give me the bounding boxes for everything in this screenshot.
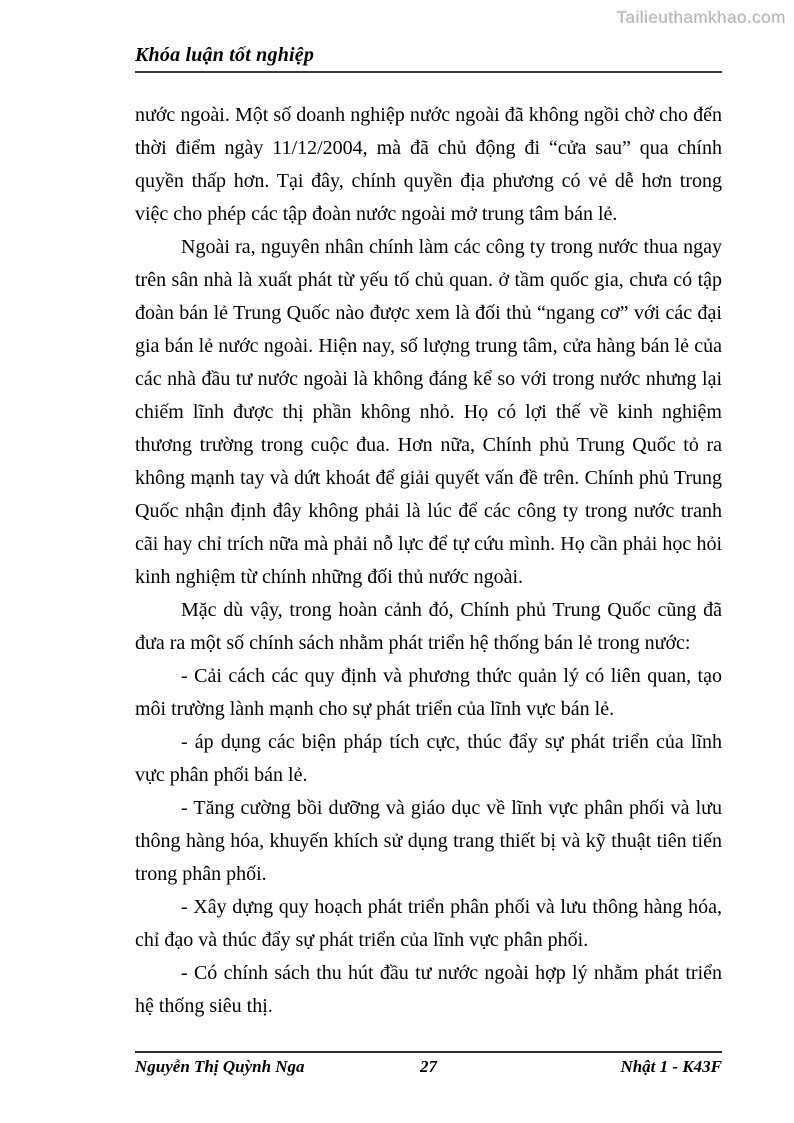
document-body	[135, 99, 722, 1023]
list-item-paragraph: - áp dụng các biện pháp tích cực, thúc đẩy sự phát triển của lĩnh vực phân phối bán lẻ.	[135, 731, 722, 786]
header-title: Khóa luận tốt nghiệp	[135, 44, 315, 66]
paragraph: nước ngoài. Một số doanh nghiệp nước ngoài đã không ngồi chờ cho đến thời điểm ngày 11/12/2004, mà đã chủ động đi “cửa sau” qua chính quyền thấp hơn. Tại đây, chính quyền địa phương có vẻ dễ hơn trong việc cho phép các tập đoàn nước ngoài mở trung tâm bán lẻ.	[135, 104, 722, 225]
paragraph: Mặc dù vậy, trong hoàn cảnh đó, Chính phủ Trung Quốc cũng đã đưa ra một số chính sách nhằm phát triển hệ thống bán lẻ trong nước:	[135, 599, 722, 654]
list-item-paragraph: - Xây dựng quy hoạch phát triển phân phối và lưu thông hàng hóa, chỉ đạo và thúc đẩy sự phát triển của lĩnh vực phân phối.	[135, 896, 722, 951]
footer-author: Nguyễn Thị Quỳnh Nga	[135, 1057, 305, 1076]
page-footer	[135, 1051, 722, 1077]
watermark: Tailieuthamkhao.com	[616, 8, 786, 27]
list-item-paragraph: - Có chính sách thu hút đầu tư nước ngoài hợp lý nhằm phát triển hệ thống siêu thị.	[135, 962, 722, 1017]
footer-page-number: 27	[420, 1057, 437, 1076]
footer-class-label: Nhật 1 - K43F	[620, 1057, 722, 1076]
paragraph: Ngoài ra, nguyên nhân chính làm các công ty trong nước thua ngay trên sân nhà là xuất phát từ yếu tố chủ quan. ở tầm quốc gia, chưa có tập đoàn bán lẻ Trung Quốc nào được xem là đối thủ “ngang cơ” với các đại gia bán lẻ nước ngoài. Hiện nay, số lượng trung tâm, cửa hàng bán lẻ của các nhà đầu tư nước ngoài là không đáng kể so với trong nước nhưng lại chiếm lĩnh được thị phần không nhỏ. Họ có lợi thế về kinh nghiệm thương trường trong cuộc đua. Hơn nữa, Chính phủ Trung Quốc tỏ ra không mạnh tay và dứt khoát để giải quyết vấn đề trên. Chính phủ Trung Quốc nhận định đây không phải là lúc để các công ty trong nước tranh cãi hay chỉ trích nữa mà phải nỗ lực để tự cứu mình. Họ cần phải học hỏi kinh nghiệm từ chính những đối thủ nước ngoài.	[135, 236, 722, 588]
page-header	[135, 44, 722, 73]
list-item-paragraph: - Tăng cường bồi dưỡng và giáo dục về lĩnh vực phân phối và lưu thông hàng hóa, khuyến khích sử dụng trang thiết bị và kỹ thuật tiên tiến trong phân phối.	[135, 797, 722, 885]
list-item-paragraph: - Cải cách các quy định và phương thức quản lý có liên quan, tạo môi trường lành mạnh cho sự phát triển của lĩnh vực bán lẻ.	[135, 665, 722, 720]
